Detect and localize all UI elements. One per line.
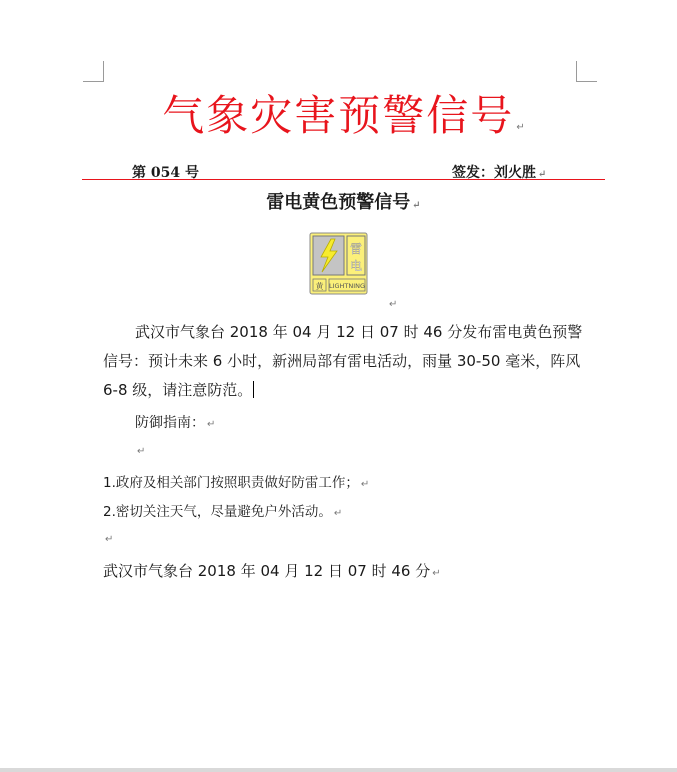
text-cursor (253, 381, 254, 398)
signer[interactable]: 签发：刘火胜 ↵ (452, 165, 547, 181)
issuer-footer[interactable]: 武汉市气象台 2018 年 04 月 12 日 07 时 46 分 ↵ (103, 562, 441, 580)
paragraph-mark: ↵ (389, 299, 398, 310)
icon-small-label: 黄 (315, 282, 324, 291)
guidance-item[interactable]: 1.政府及相关部门按照职责做好防雷工作； ↵ (103, 475, 370, 491)
empty-paragraph[interactable]: ↵ (105, 534, 114, 545)
icon-english-label: LIGHTNING (328, 282, 366, 290)
warning-body-paragraph[interactable]: 武汉市气象台 2018 年 04 月 12 日 07 时 46 分发布雷电黄色预警信号：预计未来 6 小时，新洲局部有雷电活动，雨量 30-50 毫米，阵风 6-8 级，请注意防范。 (103, 323, 583, 399)
red-divider-line (82, 179, 605, 180)
window-bottom-edge (0, 768, 677, 772)
icon-char-thunder: 雷 (349, 242, 363, 256)
guidance-label[interactable]: 防御指南： ↵ (135, 415, 216, 431)
margin-corner-top-right (576, 61, 597, 82)
guidance-item[interactable]: 2.密切关注天气，尽量避免户外活动。 ↵ (103, 504, 343, 520)
margin-corner-top-left (83, 61, 104, 82)
empty-paragraph[interactable]: ↵ (137, 446, 146, 457)
document-title[interactable]: 气象灾害预警信号 ↵ (162, 91, 525, 140)
warning-subtitle[interactable]: 雷电黄色预警信号 ↵ (266, 192, 421, 213)
icon-char-electric: 电 (349, 259, 363, 273)
issue-number[interactable]: 第 054 号 (132, 165, 199, 181)
lightning-yellow-warning-icon[interactable] (309, 232, 369, 296)
